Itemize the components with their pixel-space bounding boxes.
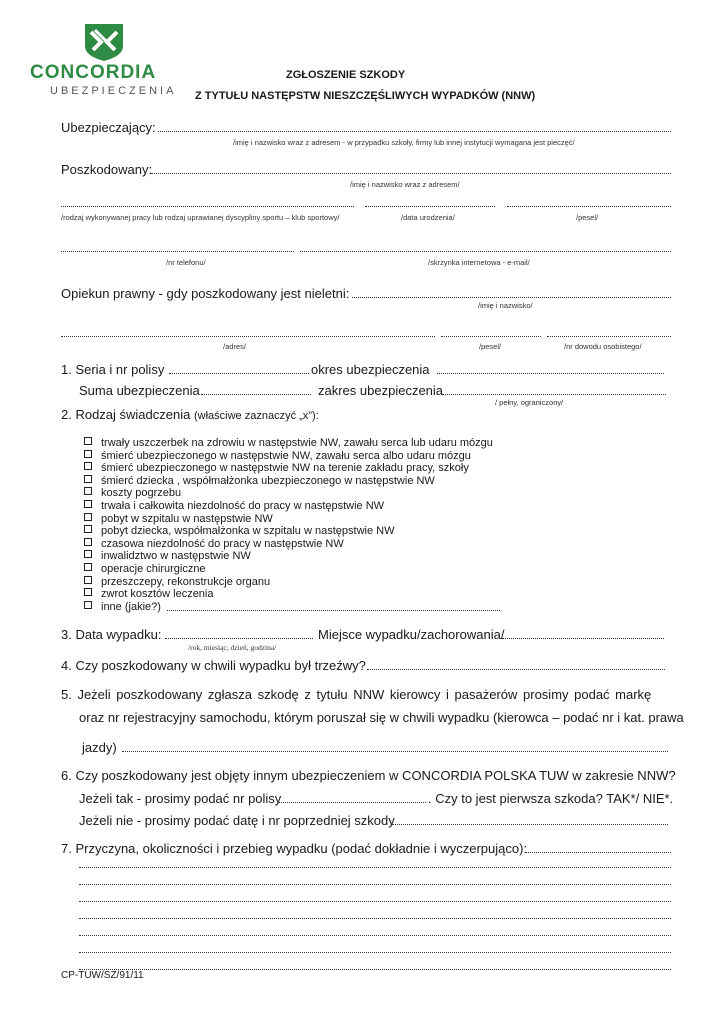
checkbox-icon[interactable]: [84, 462, 92, 470]
injured-label: Poszkodowany:: [61, 162, 153, 177]
benefit-option[interactable]: [84, 437, 493, 449]
benefit-option[interactable]: [84, 538, 344, 550]
guardian-id-field[interactable]: [547, 336, 671, 337]
benefit-option[interactable]: [84, 576, 270, 588]
q4-label: 4. Czy poszkodowany w chwili wypadku był trzeźwy?: [61, 658, 366, 673]
q6-line2b: . Czy to jest pierwsza szkoda? TAK*/ NIE*.: [428, 791, 674, 806]
checkbox-icon[interactable]: [84, 601, 92, 609]
checkbox-icon[interactable]: [84, 563, 92, 571]
injured-field[interactable]: [151, 173, 671, 174]
description-line[interactable]: [79, 935, 671, 936]
benefit-option-label: koszty pogrzebu: [101, 487, 182, 500]
benefit-option[interactable]: [84, 588, 214, 600]
q1-sum-label: Suma ubezpieczenia: [79, 383, 200, 398]
benefit-option[interactable]: [84, 601, 161, 613]
benefit-option[interactable]: [84, 563, 206, 575]
insurer-hint: /imię i nazwisko wraz z adresem - w przypadku szkoły, firmy lub innej instytucji wymagana jest pieczęć/: [233, 138, 575, 147]
form-title: ZGŁOSZENIE SZKODY: [286, 69, 406, 81]
birth-date-field[interactable]: [365, 206, 495, 207]
insurer-label: Ubezpieczający:: [61, 120, 156, 135]
scope-hint: / pełny, ograniczony/: [495, 398, 564, 407]
description-line[interactable]: [79, 918, 671, 919]
q5-line3: jazdy): [82, 740, 117, 755]
pesel-hint: /pesel/: [576, 213, 599, 222]
phone-field[interactable]: [61, 251, 294, 252]
benefit-option-label: przeszczepy, rekonstrukcje organu: [101, 575, 271, 588]
guardian-pesel-field[interactable]: [441, 336, 541, 337]
email-hint: /skrzynka internetowa - e-mail/: [428, 258, 530, 267]
benefit-option-label: śmierć ubezpieczonego w następstwie NW, zawału serca albo udaru mózgu: [101, 449, 471, 462]
checkbox-icon[interactable]: [84, 500, 92, 508]
q6-line1: 6. Czy poszkodowany jest objęty innym ubezpieczeniem w CONCORDIA POLSKA TUW w zakresie NNW?: [61, 768, 676, 783]
q3-place-label: Miejsce wypadku/zachorowania/: [318, 627, 505, 642]
q2-label: [61, 407, 319, 422]
description-line[interactable]: [79, 867, 671, 868]
benefit-option-label: czasowa niezdolność do pracy w następstwie NW: [101, 537, 344, 550]
benefit-option-label: operacje chirurgiczne: [101, 563, 206, 575]
guardian-label: Opiekun prawny - gdy poszkodowany jest nieletni:: [61, 286, 350, 301]
benefit-option-label: pobyt w szpitalu w następstwie NW: [101, 512, 273, 525]
benefit-option-label: śmierć ubezpieczonego w następstwie NW na terenie zakładu pracy, szkoły: [101, 462, 469, 475]
q2-note: (właściwe zaznaczyć „x”):: [193, 410, 319, 422]
q5-line2: oraz nr rejestracyjny samochodu, którym poruszał się w chwili wypadku (kierowca – podać nr i kat. prawa: [79, 710, 684, 725]
brand-name: CONCORDIA: [30, 62, 157, 83]
checkbox-icon[interactable]: [84, 487, 92, 495]
benefit-option-label: trwały uszczerbek na zdrowiu w następstwie NW, zawału serca lub udaru mózgu: [101, 437, 493, 449]
guardian-address-field[interactable]: [61, 336, 435, 337]
phone-hint: /nr telefonu/: [166, 258, 206, 267]
q1-scope-label: zakres ubezpieczenia: [318, 383, 444, 398]
email-field[interactable]: [300, 251, 671, 252]
checkbox-icon[interactable]: [84, 513, 92, 521]
scope-field[interactable]: [441, 394, 666, 395]
description-line[interactable]: [79, 969, 671, 970]
policy-number-field[interactable]: [169, 373, 309, 374]
checkbox-icon[interactable]: [84, 450, 92, 458]
benefit-option-label: pobyt dziecka, współmałżonka w szpitalu w następstwie NW: [101, 525, 395, 538]
occupation-field[interactable]: [61, 206, 354, 207]
description-line[interactable]: [79, 901, 671, 902]
benefit-option-label: inne (jakie?): [101, 600, 161, 613]
checkbox-icon[interactable]: [84, 475, 92, 483]
checkbox-icon[interactable]: [84, 538, 92, 546]
insurer-field[interactable]: [158, 131, 671, 132]
other-policy-field[interactable]: [279, 802, 426, 803]
benefit-option[interactable]: [84, 500, 384, 512]
concordia-emblem-icon: [81, 22, 127, 62]
benefit-option[interactable]: [84, 513, 273, 525]
q3-date-label: 3. Data wypadku:: [61, 627, 162, 642]
benefit-option[interactable]: [84, 550, 251, 562]
benefit-option[interactable]: [84, 487, 181, 499]
q3-date-hint: /rok, miesiąc, dzień, godzina/: [188, 643, 277, 652]
benefit-option[interactable]: [84, 450, 471, 462]
guardian-pesel-hint: /pesel/: [479, 342, 502, 351]
q2-text: 2. Rodzaj świadczenia: [61, 407, 191, 422]
guardian-name-field[interactable]: [352, 297, 671, 298]
checkbox-icon[interactable]: [84, 588, 92, 596]
q6-line2a: Jeżeli tak - prosimy podać nr polisy: [79, 791, 282, 806]
q6-line3: Jeżeli nie - prosimy podać datę i nr poprzedniej szkody: [79, 813, 395, 828]
benefit-option[interactable]: [84, 525, 394, 537]
accident-place-field[interactable]: [502, 638, 664, 639]
policy-period-field[interactable]: [437, 373, 664, 374]
pesel-field[interactable]: [507, 206, 671, 207]
q5-line1: 5. Jeżeli poszkodowany zgłasza szkodę z tytułu NNW kierowcy i pasażerów prosimy podać markę: [61, 687, 652, 702]
benefit-option-label: inwalidztwo w następstwie NW: [101, 550, 251, 563]
benefit-option-label: trwała i całkowita niezdolność do pracy w następstwie NW: [101, 500, 385, 512]
q7-label: 7. Przyczyna, okoliczności i przebieg wypadku (podać dokładnie i wyczerpująco):: [61, 841, 528, 856]
sum-insured-field[interactable]: [201, 394, 311, 395]
benefit-option[interactable]: [84, 475, 435, 487]
benefit-option-label: śmierć dziecka , współmałżonka ubezpieczonego w następstwie NW: [101, 474, 435, 487]
guardian-name-hint: /imię i nazwisko/: [478, 301, 533, 310]
injured-hint: /imię i nazwisko wraz z adresem/: [350, 180, 460, 189]
accident-date-field[interactable]: [165, 638, 313, 639]
vehicle-field[interactable]: [122, 751, 668, 752]
sobriety-field[interactable]: [367, 669, 665, 670]
other-benefit-field[interactable]: [167, 610, 500, 611]
brand-subtitle: UBEZPIECZENIA: [50, 85, 177, 97]
checkbox-icon[interactable]: [84, 525, 92, 533]
form-subtitle: Z TYTUŁU NASTĘPSTW NIESZCZĘŚLIWYCH WYPADKÓW (NNW): [195, 90, 536, 102]
benefit-option[interactable]: [84, 462, 469, 474]
checkbox-icon[interactable]: [84, 437, 92, 445]
form-code: CP-TUW/SZ/91/11: [61, 970, 144, 981]
benefit-option-label: zwrot kosztów leczenia: [101, 588, 214, 601]
guardian-address-hint: /adres/: [223, 342, 246, 351]
description-line[interactable]: [79, 952, 671, 953]
guardian-id-hint: /nr dowodu osobistego/: [564, 342, 642, 351]
description-line[interactable]: [526, 852, 671, 853]
birth-date-hint: /data urodzenia/: [401, 213, 455, 222]
q1-period-label: okres ubezpieczenia: [311, 362, 430, 377]
q1-policy-label: 1. Seria i nr polisy: [61, 362, 165, 377]
checkbox-icon[interactable]: [84, 576, 92, 584]
occupation-hint: /rodzaj wykonywanej pracy lub rodzaj uprawianej dyscypliny sportu – klub sportowy/: [61, 213, 340, 222]
previous-claim-field[interactable]: [392, 824, 668, 825]
checkbox-icon[interactable]: [84, 550, 92, 558]
description-line[interactable]: [79, 884, 671, 885]
